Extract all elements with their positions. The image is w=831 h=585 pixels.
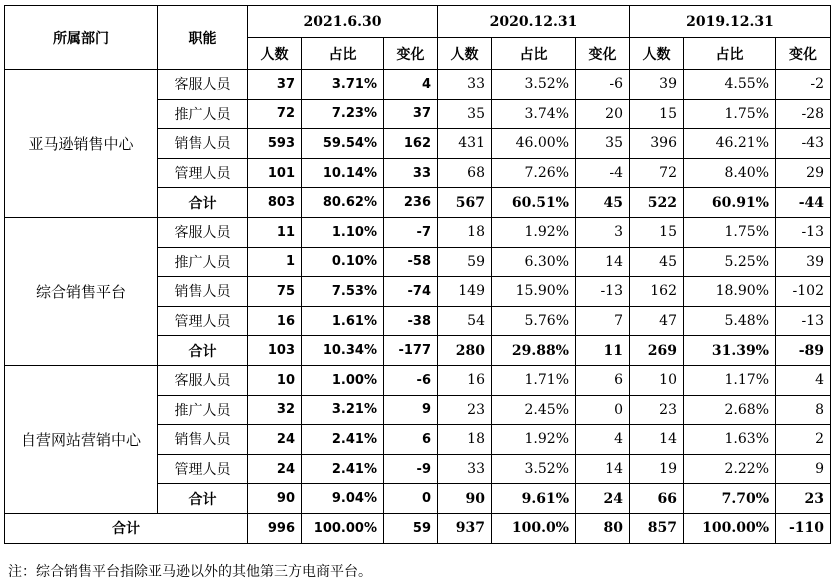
value-cell: 8.40%: [684, 158, 776, 188]
value-cell: 7.23%: [302, 99, 384, 129]
role-cell: 推广人员: [158, 395, 248, 425]
value-cell: 593: [248, 129, 302, 159]
value-cell: 72: [630, 158, 684, 188]
header-ratio: 占比: [684, 38, 776, 70]
value-cell: 937: [438, 513, 492, 543]
header-period-2021: 2021.6.30: [248, 6, 438, 38]
value-cell: 101: [248, 158, 302, 188]
value-cell: 2.41%: [302, 454, 384, 484]
value-cell: 2: [776, 425, 831, 455]
value-cell: 66: [630, 484, 684, 514]
staff-table: [4, 5, 831, 544]
value-cell: -4: [576, 158, 630, 188]
value-cell: 24: [248, 425, 302, 455]
header-count: 人数: [248, 38, 302, 70]
role-cell: 销售人员: [158, 277, 248, 307]
value-cell: 32: [248, 395, 302, 425]
value-cell: 2.41%: [302, 425, 384, 455]
value-cell: 11: [576, 336, 630, 366]
value-cell: 23: [776, 484, 831, 514]
value-cell: 4: [576, 425, 630, 455]
role-cell: 管理人员: [158, 158, 248, 188]
value-cell: -7: [384, 217, 438, 247]
value-cell: 280: [438, 336, 492, 366]
value-cell: 522: [630, 188, 684, 218]
value-cell: 431: [438, 129, 492, 159]
footnote: 注：综合销售平台指除亚马逊以外的其他第三方电商平台。: [8, 564, 372, 580]
table-header: [5, 6, 831, 70]
value-cell: 1.17%: [684, 365, 776, 395]
role-cell: 客服人员: [158, 70, 248, 100]
role-cell: 销售人员: [158, 129, 248, 159]
value-cell: 1.75%: [684, 99, 776, 129]
value-cell: 33: [438, 70, 492, 100]
value-cell: -13: [776, 306, 831, 336]
value-cell: 6: [384, 425, 438, 455]
value-cell: 14: [576, 454, 630, 484]
value-cell: 59: [384, 513, 438, 543]
value-cell: 37: [384, 99, 438, 129]
value-cell: 4: [384, 70, 438, 100]
value-cell: 7.53%: [302, 277, 384, 307]
value-cell: 7.26%: [492, 158, 576, 188]
grand-total-row: [5, 513, 831, 543]
value-cell: 15: [630, 99, 684, 129]
value-cell: -74: [384, 277, 438, 307]
value-cell: 23: [438, 395, 492, 425]
value-cell: 3.21%: [302, 395, 384, 425]
value-cell: 90: [248, 484, 302, 514]
value-cell: 100.0%: [492, 513, 576, 543]
value-cell: 11: [248, 217, 302, 247]
value-cell: 5.48%: [684, 306, 776, 336]
value-cell: 24: [248, 454, 302, 484]
value-cell: 1.10%: [302, 217, 384, 247]
value-cell: 15.90%: [492, 277, 576, 307]
value-cell: 10.34%: [302, 336, 384, 366]
table-row: [5, 365, 831, 395]
role-cell: 合计: [158, 188, 248, 218]
value-cell: 35: [438, 99, 492, 129]
value-cell: 16: [248, 306, 302, 336]
value-cell: 59.54%: [302, 129, 384, 159]
header-count: 人数: [438, 38, 492, 70]
value-cell: 567: [438, 188, 492, 218]
header-role: 职能: [158, 6, 248, 70]
value-cell: 100.00%: [302, 513, 384, 543]
value-cell: 14: [576, 247, 630, 277]
value-cell: 68: [438, 158, 492, 188]
value-cell: -2: [776, 70, 831, 100]
header-change: 变化: [384, 38, 438, 70]
value-cell: 996: [248, 513, 302, 543]
role-cell: 推广人员: [158, 247, 248, 277]
value-cell: 75: [248, 277, 302, 307]
role-cell: 合计: [158, 484, 248, 514]
value-cell: 3: [576, 217, 630, 247]
dept-cell: 自营网站营销中心: [5, 365, 158, 513]
value-cell: 33: [384, 158, 438, 188]
value-cell: 0: [384, 484, 438, 514]
value-cell: 5.25%: [684, 247, 776, 277]
table-row: [5, 70, 831, 100]
value-cell: 15: [630, 217, 684, 247]
value-cell: 5.76%: [492, 306, 576, 336]
value-cell: 103: [248, 336, 302, 366]
value-cell: 33: [438, 454, 492, 484]
value-cell: 3.71%: [302, 70, 384, 100]
role-cell: 客服人员: [158, 217, 248, 247]
value-cell: 1: [248, 247, 302, 277]
value-cell: 0: [576, 395, 630, 425]
table-body: [5, 70, 831, 544]
value-cell: -6: [384, 365, 438, 395]
value-cell: 1.61%: [302, 306, 384, 336]
header-change: 变化: [576, 38, 630, 70]
value-cell: 18: [438, 217, 492, 247]
value-cell: 6.30%: [492, 247, 576, 277]
value-cell: 29.88%: [492, 336, 576, 366]
value-cell: 7.70%: [684, 484, 776, 514]
value-cell: 4: [776, 365, 831, 395]
value-cell: 72: [248, 99, 302, 129]
value-cell: 39: [776, 247, 831, 277]
value-cell: 396: [630, 129, 684, 159]
value-cell: 236: [384, 188, 438, 218]
value-cell: 1.63%: [684, 425, 776, 455]
value-cell: 54: [438, 306, 492, 336]
value-cell: 100.00%: [684, 513, 776, 543]
value-cell: -6: [576, 70, 630, 100]
value-cell: 18.90%: [684, 277, 776, 307]
value-cell: 9.61%: [492, 484, 576, 514]
value-cell: 803: [248, 188, 302, 218]
value-cell: 45: [576, 188, 630, 218]
value-cell: 2.68%: [684, 395, 776, 425]
value-cell: 1.71%: [492, 365, 576, 395]
value-cell: -89: [776, 336, 831, 366]
value-cell: 10.14%: [302, 158, 384, 188]
value-cell: -43: [776, 129, 831, 159]
header-period-2019: 2019.12.31: [630, 6, 831, 38]
header-change: 变化: [776, 38, 831, 70]
grand-total-label: 合计: [5, 513, 248, 543]
value-cell: 0.10%: [302, 247, 384, 277]
value-cell: 10: [248, 365, 302, 395]
value-cell: 35: [576, 129, 630, 159]
value-cell: 80: [576, 513, 630, 543]
value-cell: 90: [438, 484, 492, 514]
value-cell: -110: [776, 513, 831, 543]
value-cell: 19: [630, 454, 684, 484]
value-cell: 7: [576, 306, 630, 336]
value-cell: 6: [576, 365, 630, 395]
value-cell: 23: [630, 395, 684, 425]
value-cell: 10: [630, 365, 684, 395]
role-cell: 客服人员: [158, 365, 248, 395]
value-cell: 80.62%: [302, 188, 384, 218]
role-cell: 推广人员: [158, 99, 248, 129]
value-cell: 60.51%: [492, 188, 576, 218]
value-cell: 46.21%: [684, 129, 776, 159]
value-cell: 2.45%: [492, 395, 576, 425]
value-cell: 20: [576, 99, 630, 129]
value-cell: 18: [438, 425, 492, 455]
value-cell: 162: [630, 277, 684, 307]
value-cell: 162: [384, 129, 438, 159]
value-cell: 8: [776, 395, 831, 425]
value-cell: -58: [384, 247, 438, 277]
value-cell: 31.39%: [684, 336, 776, 366]
value-cell: 149: [438, 277, 492, 307]
value-cell: -28: [776, 99, 831, 129]
value-cell: 39: [630, 70, 684, 100]
value-cell: 3.52%: [492, 70, 576, 100]
value-cell: -13: [576, 277, 630, 307]
value-cell: -102: [776, 277, 831, 307]
header-period-2020: 2020.12.31: [438, 6, 630, 38]
header-ratio: 占比: [302, 38, 384, 70]
value-cell: -38: [384, 306, 438, 336]
value-cell: 24: [576, 484, 630, 514]
value-cell: 47: [630, 306, 684, 336]
value-cell: 37: [248, 70, 302, 100]
value-cell: 29: [776, 158, 831, 188]
value-cell: 9: [384, 395, 438, 425]
role-cell: 销售人员: [158, 425, 248, 455]
value-cell: 857: [630, 513, 684, 543]
value-cell: -44: [776, 188, 831, 218]
value-cell: 45: [630, 247, 684, 277]
header-count: 人数: [630, 38, 684, 70]
value-cell: 16: [438, 365, 492, 395]
value-cell: 1.75%: [684, 217, 776, 247]
role-cell: 管理人员: [158, 306, 248, 336]
value-cell: 1.92%: [492, 425, 576, 455]
value-cell: 269: [630, 336, 684, 366]
value-cell: 9.04%: [302, 484, 384, 514]
value-cell: 3.74%: [492, 99, 576, 129]
dept-cell: 亚马逊销售中心: [5, 70, 158, 218]
value-cell: 2.22%: [684, 454, 776, 484]
role-cell: 合计: [158, 336, 248, 366]
value-cell: 9: [776, 454, 831, 484]
value-cell: 1.00%: [302, 365, 384, 395]
value-cell: 14: [630, 425, 684, 455]
value-cell: -177: [384, 336, 438, 366]
value-cell: 1.92%: [492, 217, 576, 247]
table-row: [5, 217, 831, 247]
value-cell: 60.91%: [684, 188, 776, 218]
role-cell: 管理人员: [158, 454, 248, 484]
value-cell: 59: [438, 247, 492, 277]
value-cell: 3.52%: [492, 454, 576, 484]
value-cell: -9: [384, 454, 438, 484]
value-cell: -13: [776, 217, 831, 247]
header-ratio: 占比: [492, 38, 576, 70]
value-cell: 4.55%: [684, 70, 776, 100]
value-cell: 46.00%: [492, 129, 576, 159]
dept-cell: 综合销售平台: [5, 217, 158, 365]
header-dept: 所属部门: [5, 6, 158, 70]
